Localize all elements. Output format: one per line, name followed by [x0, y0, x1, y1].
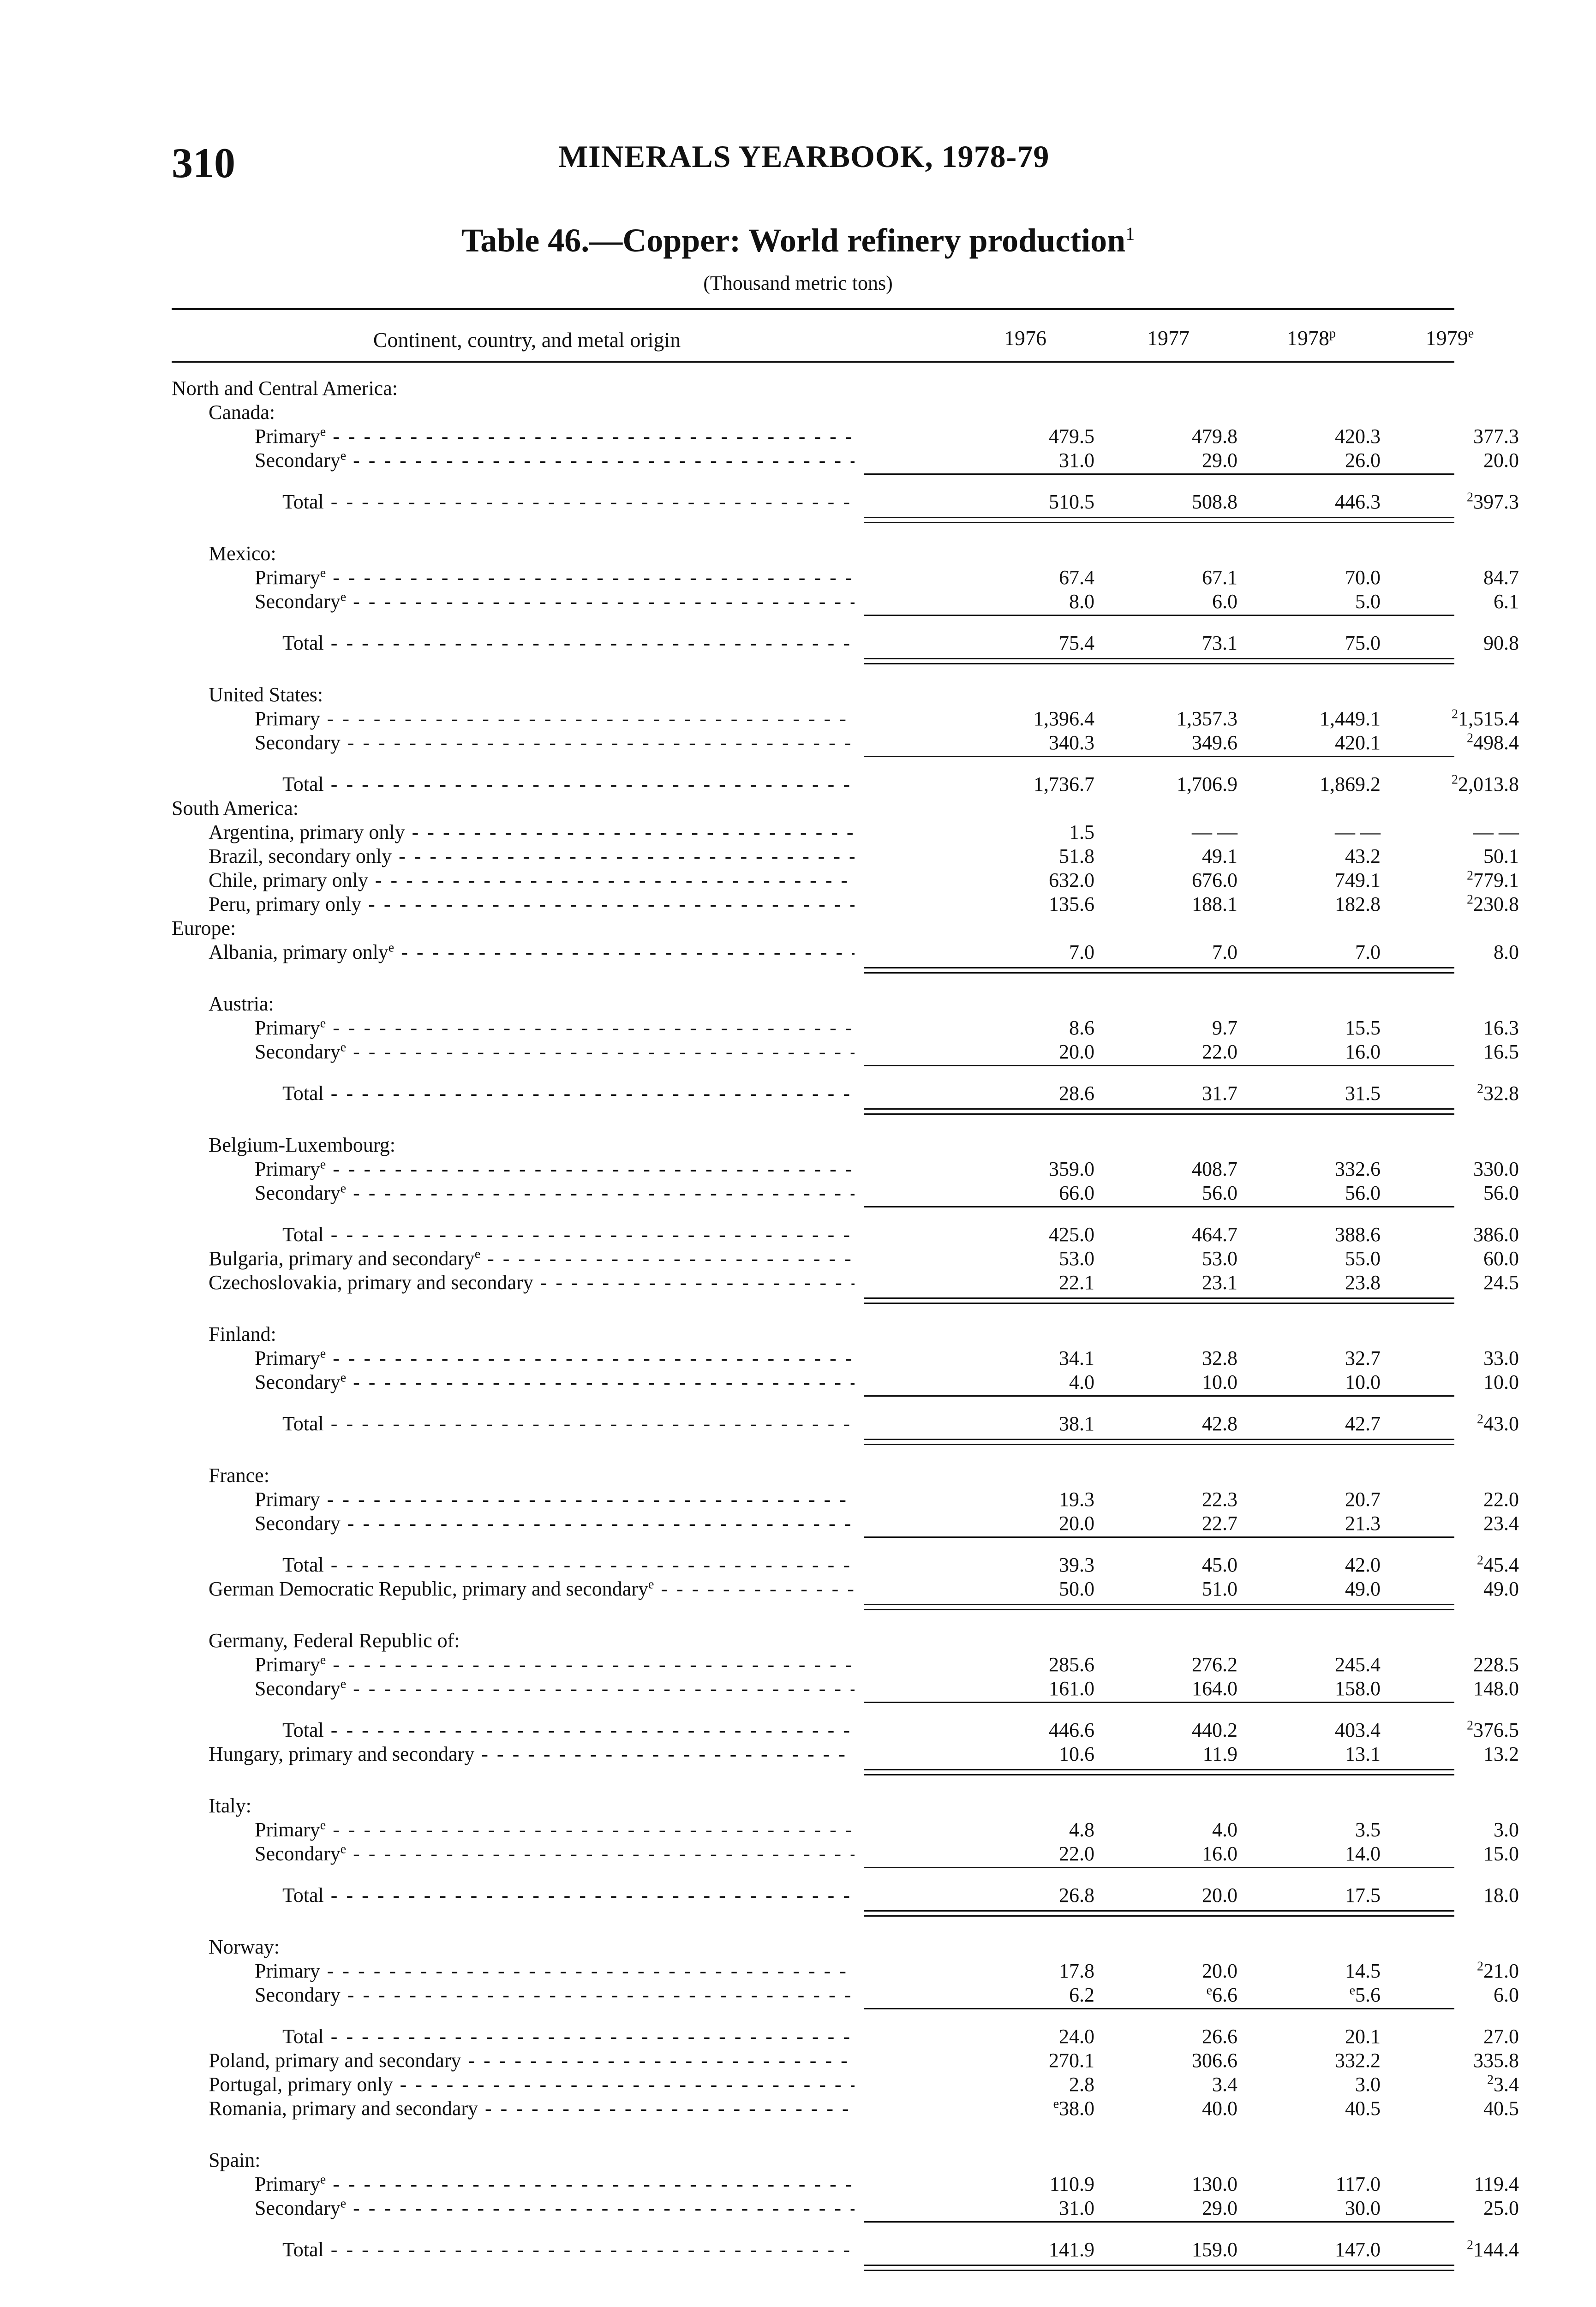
header-year-1976: 1976 [1004, 326, 1046, 350]
table-row: Secondary$^e$ - - - 8.0 6.0 5.0 6.1 [172, 590, 1454, 614]
table-row-total: Total - - - 1,736.7 1,706.9 1,869.2 $^2$2,013.8 [172, 772, 1454, 796]
table-row: Secondary$^e$ - - - 4.0 10.0 10.0 10.0 [172, 1370, 1454, 1394]
subtotal-rule [864, 1867, 1454, 1868]
table-row: Secondary$^e$ - - - 20.0 22.0 16.0 16.5 [172, 1040, 1454, 1064]
total-rule [864, 1604, 1454, 1610]
section-heading: South America: [172, 797, 299, 819]
subtotal-rule [864, 1395, 1454, 1397]
header-year-1979: 1979e [1425, 326, 1474, 350]
table-row: Peru, primary only - - - 135.6 188.1 182.8 $^2$230.8 [172, 892, 1454, 916]
table-row: Secondary$^e$ - - - 31.0 29.0 26.0 20.0 [172, 448, 1454, 472]
subtotal-rule [864, 1702, 1454, 1703]
table-row: Hungary, primary and secondary - - - 10.6 11.9 13.1 13.2 [172, 1742, 1454, 1766]
table-row-total: Total - - - 141.9 159.0 147.0 $^2$144.4 [172, 2238, 1454, 2262]
table-row: Primary$^e$ - - - 479.5 479.8 420.3 377.3 [172, 424, 1454, 448]
table-row: Primary - - - 1,396.4 1,357.3 1,449.1 $^2$1,515.4 [172, 707, 1454, 731]
table-row-total: Total - - - 24.0 26.6 20.1 27.0 [172, 2025, 1454, 2049]
table-row: Bulgaria, primary and secondary$^e$ - - - 53.0 53.0 55.0 60.0 [172, 1247, 1454, 1271]
table-row: Romania, primary and secondary - - - $^e$38.0 40.0 40.5 40.5 [172, 2097, 1454, 2121]
total-rule [864, 2265, 1454, 2271]
table-row: Primary$^e$ - - - 8.6 9.7 15.5 16.3 [172, 1016, 1454, 1040]
table-row: German Democratic Republic, primary and secondary$^e$ - - - 50.0 51.0 49.0 49.0 [172, 1577, 1454, 1601]
table-row: Poland, primary and secondary - - - 270.1 306.6 332.2 335.8 [172, 2049, 1454, 2073]
table-row-total: Total - - - 28.6 31.7 31.5 $^2$32.8 [172, 1082, 1454, 1106]
header-label: Continent, country, and metal origin [373, 328, 681, 352]
table-row: Primary - - - 17.8 20.0 14.5 $^2$21.0 [172, 1959, 1454, 1983]
country-heading: Belgium-Luxembourg: [209, 1134, 395, 1156]
table-body [172, 377, 1519, 2262]
table-row: Primary - - - 19.3 22.3 20.7 22.0 [172, 1488, 1454, 1512]
country-heading: France: [209, 1464, 269, 1487]
header-year-1978: 1978$^p$ [1287, 326, 1336, 350]
country-heading: Canada: [209, 401, 275, 424]
table-row: Secondary$^e$ - - - 31.0 29.0 30.0 25.0 [172, 2196, 1454, 2220]
table-row: Czechoslovakia, primary and secondary - - - 22.1 23.1 23.8 24.5 [172, 1271, 1454, 1295]
table-row-total: Total - - - 510.5 508.8 446.3 $^2$397.3 [172, 490, 1454, 514]
table-title-note: 1 [1125, 223, 1135, 244]
total-rule [864, 1108, 1454, 1115]
table-row: Secondary$^e$ - - - 66.0 56.0 56.0 56.0 [172, 1181, 1454, 1205]
table-row: Secondary - - - 340.3 349.6 420.1 $^2$498.4 [172, 731, 1454, 755]
country-heading: Austria: [209, 992, 274, 1015]
country-heading: Spain: [209, 2149, 261, 2171]
table-row-total: Total - - - 425.0 464.7 388.6 386.0 [172, 1223, 1454, 1247]
subtotal-rule [864, 1536, 1454, 1538]
country-heading: United States: [209, 683, 323, 706]
table-row: Primary$^e$ - - - 4.8 4.0 3.5 3.0 [172, 1818, 1454, 1842]
table-row: Primary$^e$ - - - 110.9 130.0 117.0 119.4 [172, 2172, 1454, 2196]
total-rule [864, 658, 1454, 664]
total-rule [864, 1910, 1454, 1917]
subtotal-rule [864, 473, 1454, 475]
country-heading: Finland: [209, 1323, 276, 1345]
table-top-rule [172, 308, 1454, 310]
running-head: MINERALS YEARBOOK, 1978-79 [558, 139, 1050, 174]
table-row: Primary$^e$ - - - 359.0 408.7 332.6 330.0 [172, 1157, 1454, 1181]
subtotal-rule [864, 1065, 1454, 1066]
table-row-total: Total - - - 26.8 20.0 17.5 18.0 [172, 1883, 1454, 1907]
country-heading: Italy: [209, 1794, 251, 1817]
table-row: Chile, primary only - - - 632.0 676.0 749.1 $^2$779.1 [172, 868, 1454, 892]
table-header [172, 315, 1474, 363]
table-row: Secondary$^e$ - - - 161.0 164.0 158.0 148.0 [172, 1677, 1454, 1701]
table-row: Primary$^e$ - - - 67.4 67.1 70.0 84.7 [172, 566, 1454, 590]
subtotal-rule [864, 2008, 1454, 2009]
country-heading: Germany, Federal Republic of: [209, 1629, 460, 1652]
table-row: Primary$^e$ - - - 34.1 32.8 32.7 33.0 [172, 1346, 1454, 1370]
subtotal-rule [864, 2221, 1454, 2223]
section-heading: North and Central America: [172, 377, 398, 400]
table-row: Secondary - - - 20.0 22.7 21.3 23.4 [172, 1512, 1454, 1536]
table-row-total: Total - - - 75.4 73.1 75.0 90.8 [172, 631, 1454, 655]
table-row: Primary$^e$ - - - 285.6 276.2 245.4 228.5 [172, 1653, 1454, 1677]
table-row: Portugal, primary only - - - 2.8 3.4 3.0 $^2$3.4 [172, 2073, 1454, 2097]
total-rule [864, 1769, 1454, 1775]
table-row: Secondary$^e$ - - - 22.0 16.0 14.0 15.0 [172, 1842, 1454, 1866]
table-row: Albania, primary only$^e$ - - - 7.0 7.0 7.0 8.0 [172, 940, 1454, 964]
total-rule [864, 967, 1454, 974]
table-title [0, 221, 1596, 260]
page-number: 310 [172, 139, 235, 186]
subtotal-rule [864, 756, 1454, 757]
table-subtitle: (Thousand metric tons) [703, 272, 893, 294]
total-rule [864, 517, 1454, 523]
subtotal-rule [864, 615, 1454, 616]
subtotal-rule [864, 1206, 1454, 1207]
table-row-total: Total - - - 38.1 42.8 42.7 $^2$43.0 [172, 1412, 1454, 1436]
refinery-production-table [172, 308, 1519, 2262]
total-rule [864, 1439, 1454, 1445]
table-row: Brazil, secondary only - - - 51.8 49.1 43.2 50.1 [172, 844, 1454, 868]
country-heading: Norway: [209, 1936, 280, 1958]
table-row-total: Total - - - 446.6 440.2 403.4 $^2$376.5 [172, 1718, 1454, 1742]
table-row: Secondary - - - 6.2 $^e$6.6 $^e$5.6 6.0 [172, 1983, 1454, 2007]
header-year-1977: 1977 [1147, 326, 1190, 350]
country-heading: Mexico: [209, 542, 276, 565]
section-heading: Europe: [172, 917, 236, 939]
table-row-total: Total - - - 39.3 45.0 42.0 $^2$45.4 [172, 1553, 1454, 1577]
table-title-text: Table 46.—Copper: World refinery production [461, 222, 1126, 259]
table-row: Argentina, primary only - - - 1.5 — — — — — — [172, 820, 1454, 844]
total-rule [864, 1297, 1454, 1304]
